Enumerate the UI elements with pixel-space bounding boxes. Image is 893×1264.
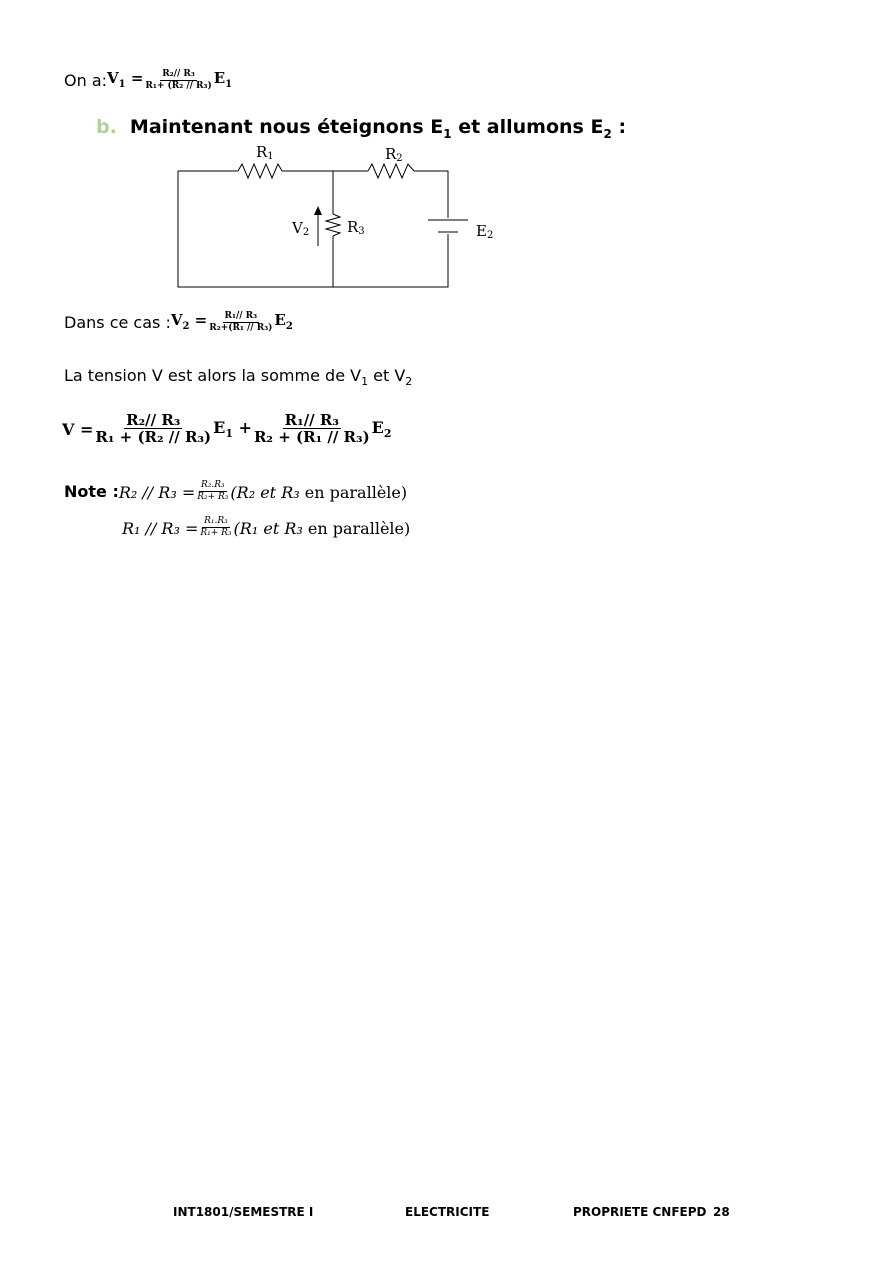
- wire-bottom: [178, 171, 448, 287]
- note-fraction-2: $\frac{\text{R₁.R₃}}{\text{R₁+ R₃}}$: [200, 516, 232, 539]
- section-title: Maintenant nous éteignons $E_1$ et allumons $E_2$ :: [129, 116, 627, 141]
- footer-page-number: 28: [713, 1205, 730, 1219]
- label-r2: R2: [385, 145, 403, 164]
- note-fraction-1: $\frac{\text{R₂.R₃}}{\text{R₂+ R₃}}$: [197, 480, 229, 503]
- v2-arrow-head: [314, 206, 322, 215]
- case-fraction: $\frac{\text{R₁// R₃}}{\text{R₂+(R₁ // R₃)}}$: [209, 311, 273, 334]
- footer-course: INT1801/SEMESTRE I: [173, 1205, 314, 1219]
- resistor-r3: [326, 214, 340, 236]
- wire-top-right: [414, 171, 448, 218]
- intro-prefix: On a:: [64, 71, 108, 90]
- footer-owner: PROPRIETE CNFEPD: [573, 1205, 707, 1219]
- label-r1: R1: [256, 143, 274, 162]
- circuit-diagram: [170, 140, 494, 292]
- note-line-2: R₁ // R₃ = $\frac{\text{R₁.R₃}}{\text{R₁+ R₃}}$ (R₁ et R₃ en parallèle): [122, 516, 411, 539]
- resistor-r2: [368, 164, 414, 178]
- section-heading: [96, 116, 626, 141]
- section-bullet: b.: [96, 116, 117, 138]
- total-equation: V = $\frac{\text{R₂// R₃}}{\text{R₁ + (R₂ // R₃)}}$ $E_1$ + $\frac{\text{R₁// R₃}}{\text{R₂ + (R₁ // R₃)}}$ $E_2$: [62, 410, 392, 447]
- label-e2: E2: [476, 222, 494, 241]
- resistor-r1: [238, 164, 282, 178]
- intro-equation: On a: $V_1$ = $\frac{\text{R₂// R₃}}{\text{R₁+ (R₂ // R₃)}}$ $E_1$: [64, 68, 233, 92]
- total-fraction-2: $\frac{\text{R₁// R₃}}{\text{R₂ + (R₁ // R₃)}}$: [253, 410, 370, 447]
- sum-text: La tension V est alors la somme de $V_1$ et $V_2$: [64, 366, 413, 389]
- intro-lhs: V: [107, 68, 119, 87]
- footer-subject: ELECTRICITE: [405, 1205, 490, 1219]
- intro-fraction: $\frac{\text{R₂// R₃}}{\text{R₁+ (R₂ // R₃)}}$: [145, 69, 212, 92]
- case-prefix: Dans ce cas :: [64, 313, 171, 332]
- note-label: Note :: [64, 482, 119, 501]
- total-fraction-1: $\frac{\text{R₂// R₃}}{\text{R₁ + (R₂ // R₃)}}$: [95, 410, 212, 447]
- label-v2: V2: [292, 219, 310, 238]
- case-equation: Dans ce cas : $V_2$ = $\frac{\text{R₁// R₃}}{\text{R₂+(R₁ // R₃)}}$ $E_2$: [64, 310, 293, 334]
- note-line-1: Note : R₂ // R₃ = $\frac{\text{R₂.R₃}}{\text{R₂+ R₃}}$ (R₂ et R₃ en parallèle): [64, 480, 408, 503]
- label-r3: R3: [347, 218, 365, 237]
